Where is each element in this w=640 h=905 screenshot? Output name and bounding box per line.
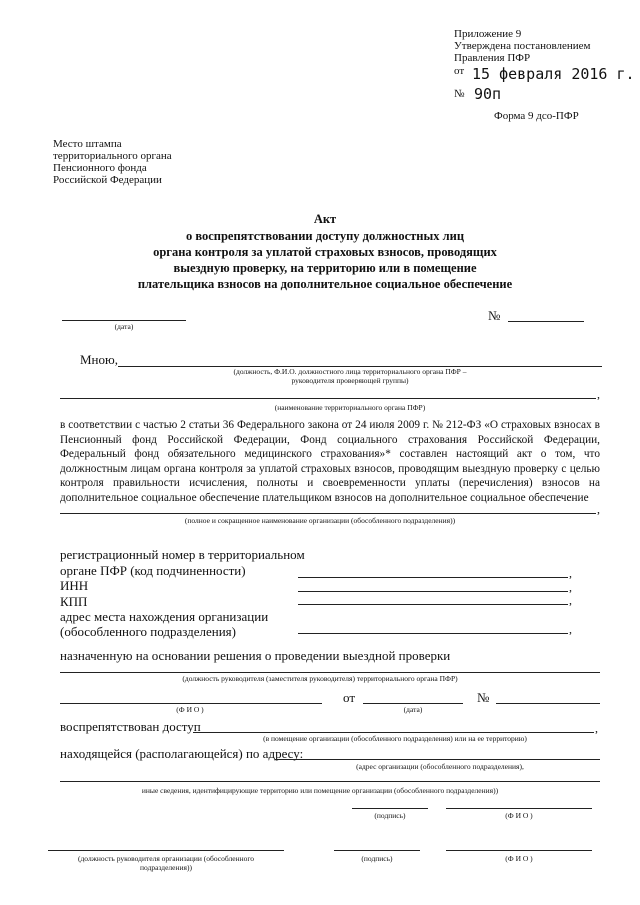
appendix-date: 15 февраля 2016 г.	[472, 65, 635, 83]
fio-caption: (Ф И О )	[176, 705, 204, 714]
stamp-line-2: территориального органа	[53, 150, 172, 162]
fio-caption-3: (Ф И О )	[505, 854, 533, 863]
appendix-number: 90п	[474, 85, 502, 103]
signature-caption-2: (подпись)	[361, 854, 393, 863]
address-line[interactable]	[298, 633, 568, 634]
reg-number-line[interactable]	[298, 577, 568, 578]
decision-date-line[interactable]	[363, 703, 463, 704]
inn-label: ИНН	[60, 578, 89, 593]
ot-label: от	[343, 690, 356, 705]
form-label: Форма 9 дсо-ПФР	[494, 110, 579, 122]
signature-line-1[interactable]	[352, 808, 428, 809]
other-info-line[interactable]	[60, 781, 600, 782]
fio-line[interactable]	[60, 703, 322, 704]
signature-caption-1: (подпись)	[374, 811, 406, 820]
date-caption: (дата)	[114, 322, 134, 331]
appendix-approved: Утверждена постановлением	[454, 40, 591, 52]
doc-title-line-3: органа контроля за уплатой страховых взносов, проводящих	[153, 245, 497, 259]
signature-line-2[interactable]	[334, 850, 420, 851]
stamp-line-4: Российской Федерации	[53, 174, 162, 186]
assigned-label: назначенную на основании решения о проведении выездной проверки	[60, 648, 451, 663]
territorial-line[interactable]	[60, 398, 596, 399]
reg-label-2: органе ПФР (код подчиненности)	[60, 563, 246, 578]
official-caption-2: руководителя проверяющей группы)	[291, 376, 409, 385]
reg-label-1: регистрационный номер в территориальном	[60, 547, 305, 562]
comma-2: ,	[597, 502, 600, 516]
premises-line[interactable]	[193, 732, 594, 733]
comma-5: ,	[569, 593, 572, 607]
date-line[interactable]	[62, 320, 186, 321]
number-line[interactable]	[508, 321, 584, 322]
kpp-line[interactable]	[298, 604, 568, 605]
territorial-caption: (наименование территориального органа ПФР)	[274, 403, 426, 412]
doc-title-line-2: о воспрепятствовании доступу должностных лиц	[185, 229, 465, 243]
comma-1: ,	[597, 387, 600, 401]
head-position-caption: (должность руководителя (заместителя руководителя) территориального органа ПФР)	[182, 674, 458, 683]
fio-line-2[interactable]	[446, 808, 592, 809]
number-sign: №	[488, 308, 501, 323]
inn-line[interactable]	[298, 591, 568, 592]
address-label-1: адрес места нахождения организации	[60, 609, 269, 624]
org-head-line[interactable]	[48, 850, 284, 851]
appendix-from-label: от	[454, 65, 465, 77]
head-position-line[interactable]	[60, 672, 600, 673]
decision-date-caption: (дата)	[403, 705, 423, 714]
org-name-caption: (полное и сокращенное наименование организации (обособленного подразделения))	[184, 516, 456, 525]
mnoyu-label: Мною,	[80, 352, 118, 367]
comma-3: ,	[569, 566, 572, 580]
comma-7: ,	[595, 721, 598, 735]
doc-title-line-5: плательщика взносов на дополнительное социальное обеспечение	[137, 277, 513, 291]
fio-line-3[interactable]	[446, 850, 592, 851]
fio-caption-2: (Ф И О )	[505, 811, 533, 820]
premises-caption: (в помещение организации (обособленного подразделения) или на ее территорию)	[263, 734, 527, 743]
org-address-caption: (адрес организации (обособленного подразделения),	[356, 762, 524, 771]
kpp-label: КПП	[60, 594, 88, 609]
other-info-caption: иные сведения, идентифицирующие территорию или помещение организации (обособленного подразделения))	[141, 786, 499, 795]
address-label-2: (обособленного подразделения)	[60, 624, 236, 639]
org-name-line[interactable]	[60, 513, 596, 514]
decision-number-sign: №	[477, 690, 490, 705]
located-label: находящейся (располагающейся) по адресу:	[60, 746, 304, 761]
prevented-label: воспрепятствован доступ	[60, 719, 201, 734]
official-caption: (должность, Ф.И.О. должностного лица территориального органа ПФР –	[233, 367, 467, 376]
act-paragraph: в соответствии с частью 2 статьи 36 Федерального закона от 24 июля 2009 г. № 212-ФЗ «О страховых взносах в Пенсионный фонд Российской Федерации, Фонд социального страхования Российской Федерации, Федеральный фонд обязательного медицинского страхования»* составлен настоящий акт о том, что должностным лицам органа контроля за уплатой страховых взносов, проводящим выездную проверку с целью контроля правильности исчисления, полноты и своевременности уплаты (перечисления) взносов на дополнительное социальное обеспечение плательщиком взносов на дополнительное социальное обеспечение	[60, 419, 600, 504]
stamp-line-1: Место штампа	[53, 138, 122, 150]
appendix-num-label: №	[454, 88, 465, 100]
doc-title-line-4: выездную проверку, на территорию или в помещение	[173, 261, 477, 275]
org-address-line[interactable]	[275, 759, 600, 760]
stamp-line-3: Пенсионного фонда	[53, 162, 147, 174]
comma-6: ,	[569, 622, 572, 636]
org-head-caption-2: подразделения))	[140, 863, 192, 872]
doc-title: Акт	[313, 212, 337, 226]
decision-number-line[interactable]	[496, 703, 600, 704]
comma-4: ,	[569, 580, 572, 594]
appendix-board: Правления ПФР	[454, 52, 531, 64]
org-head-caption: (должность руководителя организации (обособленного	[77, 854, 255, 863]
appendix-title: Приложение 9	[454, 28, 522, 40]
